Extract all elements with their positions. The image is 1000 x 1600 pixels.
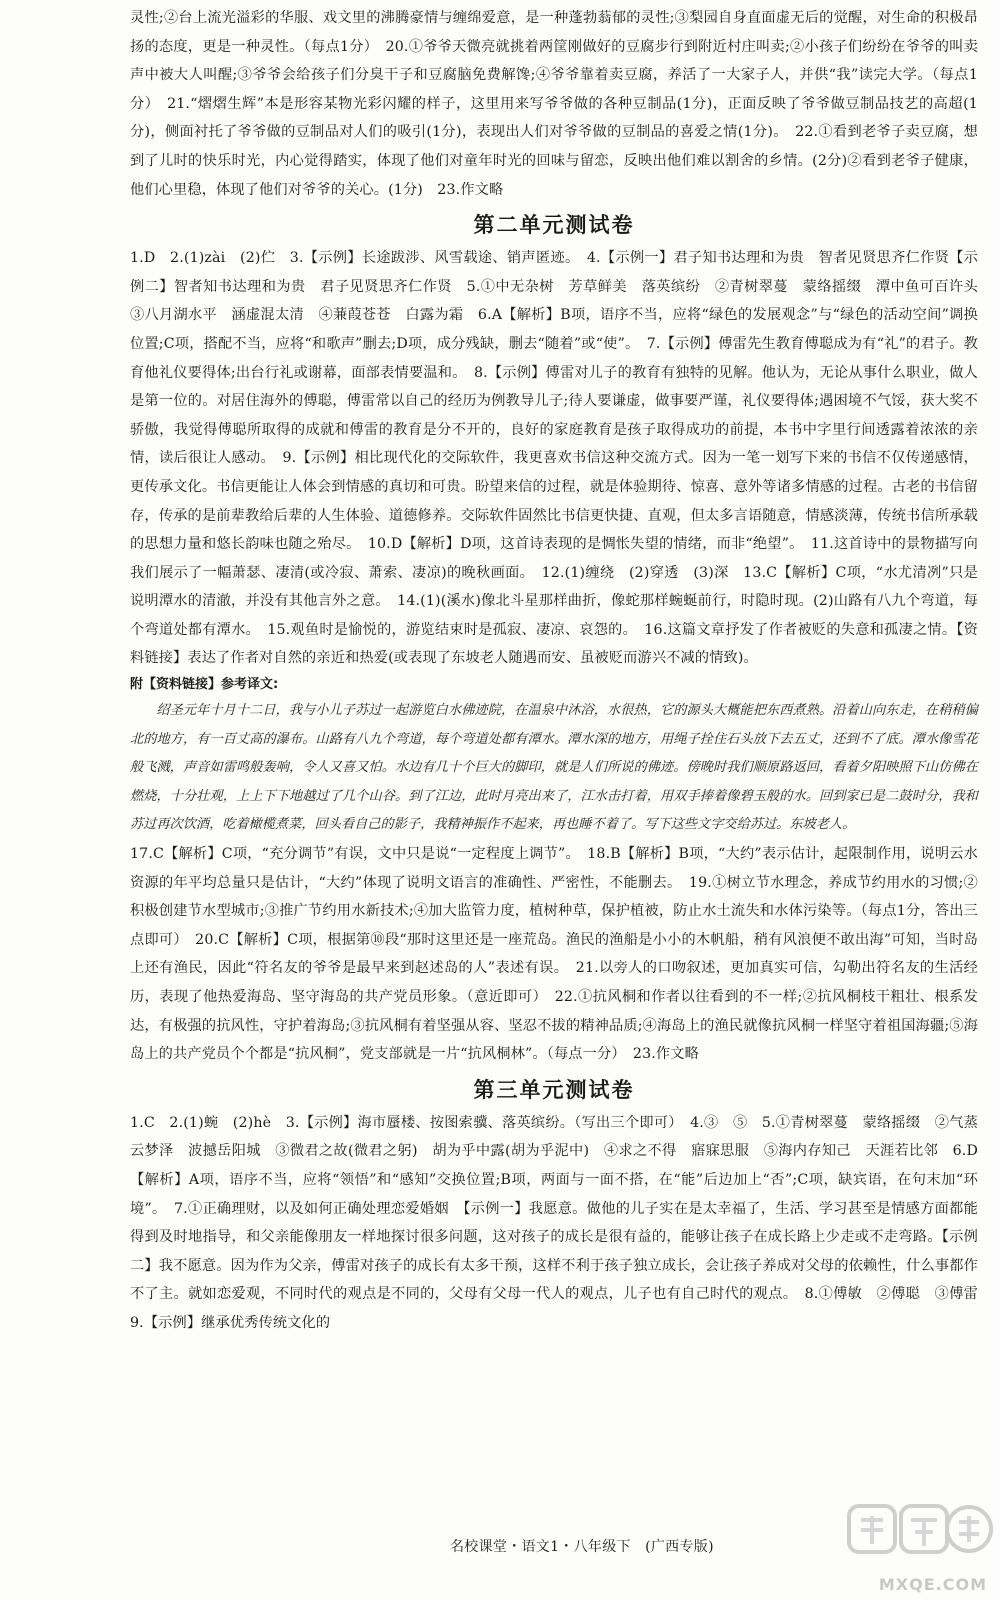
unit3-title: 第三单元测试卷 (473, 1077, 635, 1102)
reference-translation-title: 附【资料链接】参考译文: (130, 677, 279, 693)
watermark-badge-icon (845, 1498, 995, 1576)
reference-translation: 绍圣元年十月十二日，我与小儿子苏过一起游览白水佛迹院，在温泉中沐浴，水很热，它的源头大概能把东西煮熟。沿着山向东走，在稍稍偏北的地方，有一百丈高的瀑布。山路有八九个弯道，每个弯道处都有潭水。潭水深的地方，用绳子拴住石头放下去五丈，还到不了底。潭水像雪花般飞溅，声音如雷鸣般轰响，令人又喜又怕。水边有几十个巨大的脚印，就是人们所说的佛迹。傍晚时我们顺原路返回，看着夕阳映照下山仿佛在燃烧，十分壮观，上上下下地越过了几个山谷。到了江边，此时月亮出来了，江水击打着，用双手捧着像碧玉般的水。回到家已是二鼓时分，我和苏过再次饮酒，吃着橄榄煮菜，回头看自己的影子，我精神振作不起来，再也睡不着了。写下这些文字交给苏过。东坡老人。 (130, 703, 978, 833)
unit2-answers: 1.D 2.(1)zài (2)伫 3.【示例】长途跋涉、风雪载途、销声匿迹。 4.【示例一】君子知书达理和为贵 智者见贤思齐仁作贤【示例二】智者知书达理和为贵 君子见贤思齐仁作贤 5.①中无杂树 芳草鲜美 落英缤纷 ②青树翠蔓 蒙络摇缀 潭中鱼可百许头 ③八月湖水平 涵虚混太清 ④蒹葭苍苍 白露为霜 6.A【解析】B项，语序不当，应将“绿色的发展观念”与“绿色的活动空间”调换位置;C项，搭配不当，应将“和歌声”删去;D项，成分残缺，删去“随着”或“使”。 7.【示例】傅雷先生教育傅聪成为有“礼”的君子。教育他礼仪要得体;出台行礼或谢幕，面部表情要温和。 8.【示例】傅雷对儿子的教育有独特的见解。他认为，无论从事什么职业，做人是第一位的。对居住海外的傅聪，傅雷常以自己的经历为例教导儿子;待人要谦虚，做事要严谨，礼仪要得体;遇困境不气馁，获大奖不骄傲，我觉得傅聪所取得的成就和傅雷的教育是分不开的，良好的家庭教育是孩子取得成功的前提，本书中字里行间透露着浓浓的亲情，读后很让人感动。 9.【示例】相比现代化的交际软件，我更喜欢书信这种交流方式。因为一笔一划写下来的书信不仅传递感情，更传承文化。书信更能让人体会到情感的真切和可贵。盼望来信的过程，就是体验期待、惊喜、意外等诸多情感的过程。古老的书信留存，传承的是前辈教给后辈的人生体验、道德修养。交际软件固然比书信更快捷、直观，但太多言语随意，情感淡薄，传统书信所承载的思想力量和悠长韵味也随之殆尽。 10.D【解析】D项，这首诗表现的是惆怅失望的情绪，而非“绝望”。 11.这首诗中的景物描写向我们展示了一幅萧瑟、凄清(或冷寂、萧索、凄凉)的晚秋画面。 12.(1)缠绕 (2)穿透 (3)深 13.C【解析】C项，“水尤清冽”只是说明潭水的清澈，并没有其他言外之意。 14.(1)(溪水)像北斗星那样曲折，像蛇那样蜿蜒前行，时隐时现。(2)山路有八九个弯道，每个弯道处都有潭水。 15.观鱼时是愉悦的，游览结束时是孤寂、凄凉、哀怨的。 16.这篇文章抒发了作者被贬的失意和孤凄之情。【资料链接】表达了作者对自然的亲近和热爱(或表现了东坡老人随遇而安、虽被贬而游兴不减的情致)。 (130, 250, 993, 667)
unit2-answers-continued: 17.C【解析】C项，“充分调节”有误，文中只是说“一定程度上调节”。 18.B【解析】B项，“大约”表示估计，起限制作用，说明云水资源的年平均总量只是估计，“大约”体现了说明文语言的准确性、严密性，不能删去。 19.①树立节水理念，养成节约用水的习惯;②积极创建节水型城市;③推广节约用水新技术;④加大监管力度，植树种草，保护植被，防止水土流失和水体污染等。（每点1分，答出三点即可） 20.C【解析】C项，根据第⑩段“那时这里还是一座荒岛。渔民的渔船是小小的木帆船，稍有风浪便不敢出海”可知，当时岛上还有渔民，因此“符名友的爷爷是最早来到赵述岛的人”表述有误。 21.以旁人的口吻叙述，更加真实可信，勾勒出符名友的生活经历，表现了他热爱海岛、坚守海岛的共产党员形象。（意近即可） 22.①抗风桐和作者以往看到的不一样;②抗风桐枝干粗壮、根系发达，有极强的抗风性，守护着海岛;③抗风桐有着坚强从容、坚忍不拔的精神品质;④海岛上的渔民就像抗风桐一样坚守着祖国海疆;⑤海岛上的共产党员个个都是“抗风桐”，党支部就是一片“抗风桐林”。（每点一分） 23.作文略 (130, 846, 978, 1063)
watermark-logo (845, 1498, 995, 1598)
unit3-answers: 1.C 2.(1)蜿 (2)hè 3.【示例】海市蜃楼、按图索骥、落英缤纷。（写出三个即可） 4.③ ⑤ 5.①青树翠蔓 蒙络摇缀 ②气蒸云梦泽 波撼岳阳城 ③微君之故(微君之躬) 胡为乎中露(胡为乎泥中) ④求之不得 寤寐思服 ⑤海内存知己 天涯若比邻 6.D【解析】A项，语序不当，应将“领悟”和“感知”交换位置;B项，两面与一面不搭，在“能”后边加上“否”;C项，缺宾语，在句末加“环境”。 7.①正确理财，以及如何正确处理恋爱婚姻 【示例一】我愿意。做他的儿子实在是太幸福了，生活、学习甚至是情感方面都能得到及时地指导，和父亲能像朋友一样地探讨很多问题，这对孩子的成长是很有益的，能够让孩子在成长路上少走或不走弯路。【示例二】我不愿意。因为作为父亲，傅雷对孩子的成长有太多干预，这样不利于孩子独立成长，会让孩子养成对父母的依赖性，什么事都作不了主。就如恋爱观，不同时代的观点是不同的，父母有父母一代人的观点，儿子也有自己时代的观点。 8.①傅敏 ②傅聪 ③傅雷 9.【示例】继承优秀传统文化的 (130, 1114, 993, 1331)
page-footer: 名校课堂・语文1・八年级下 (广西专版) (450, 1539, 714, 1555)
unit1-answers-tail: 灵性;②台上流光溢彩的华服、戏文里的沸腾豪情与缠绵爱意，是一种蓬勃蓊郁的灵性;③梨园自身直面虚无后的觉醒，对生命的积极昂扬的态度，更是一种灵性。（每点1分） 20.①爷爷天微亮就挑着两筐刚做好的豆腐步行到附近村庄叫卖;②小孩子们纷纷在爷爷的叫卖声中被大人叫醒;③爷爷会给孩子们分臭干子和豆腐脑免费解馋;④爷爷靠着卖豆腐，养活了一大家子人，并供“我”读完大学。（每点1分） 21.“熠熠生辉”本是形容某物光彩闪耀的样子，这里用来写爷爷做的各种豆制品(1分)，正面反映了爷爷做豆制品技艺的高超(1分)，侧面衬托了爷爷做的豆制品对人们的吸引(1分)，表现出人们对爷爷做的豆制品的喜爱之情(1分)。 22.①看到老爷子卖豆腐，想到了儿时的快乐时光，内心觉得踏实，体现了他们对童年时光的回味与留恋，反映出他们难以割舍的乡情。(2分)②看到老爷子健康，他们心里稳，体现了他们对爷爷的关心。(1分) 23.作文略 (130, 10, 978, 198)
watermark-site: MXQE.COM (878, 1575, 987, 1594)
unit2-title: 第二单元测试卷 (473, 213, 635, 238)
